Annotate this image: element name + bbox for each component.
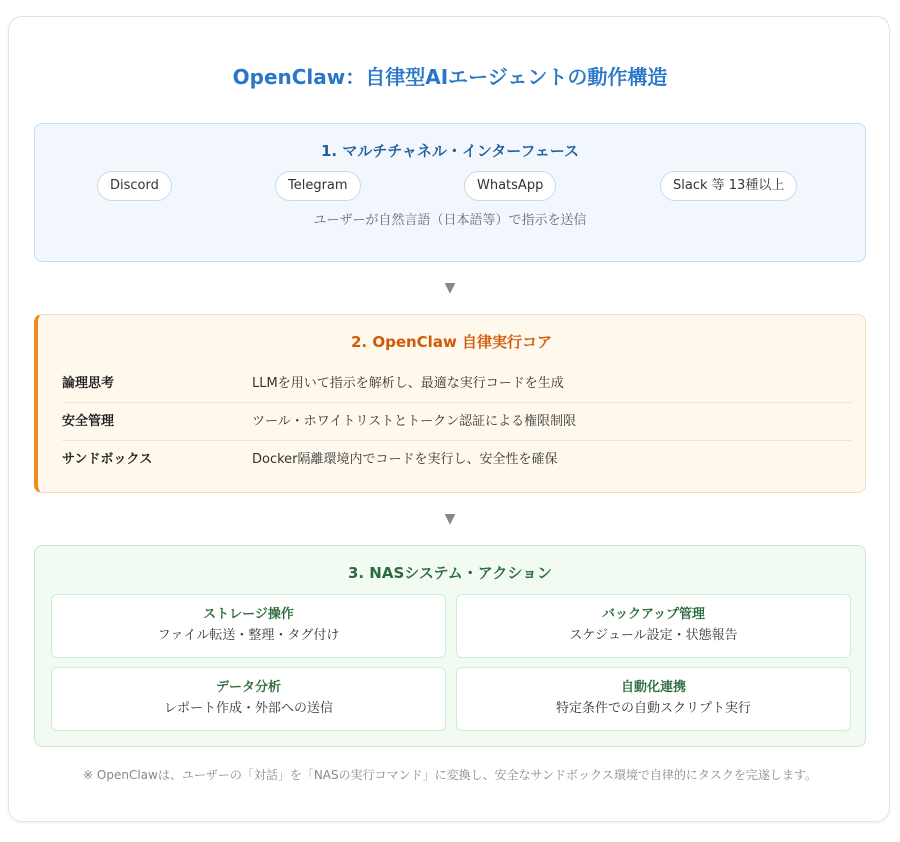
- action-card-automation: [456, 667, 851, 731]
- action-card-title: 自動化連携: [620, 680, 686, 695]
- interface-section-subtitle: ユーザーが自然言語（日本語等）で指示を送信: [313, 213, 587, 228]
- core-row-security: [62, 403, 852, 441]
- action-card-backup: [456, 594, 851, 658]
- footnote: ※ OpenClawは、ユーザーの「対話」を「NASの実行コマンド」に変換し、安全なサンドボックス環境で自律的にタスクを完遂します。: [83, 768, 817, 782]
- interface-section: [34, 123, 866, 262]
- channel-pill-discord: Discord: [97, 171, 172, 201]
- action-card-analysis: [51, 667, 446, 731]
- channel-pill-whatsapp: WhatsApp: [464, 171, 556, 201]
- core-row-value: Docker隔離環境内でコードを実行し、安全性を確保: [252, 452, 558, 467]
- core-row-label: 論理思考: [62, 376, 115, 391]
- core-row-label: 安全管理: [62, 414, 115, 429]
- action-card-title: ストレージ操作: [203, 607, 294, 622]
- action-section: [34, 545, 866, 747]
- core-section: [34, 314, 866, 493]
- core-row-logic: [62, 365, 852, 403]
- channel-pill-slack: Slack 等 13種以上: [660, 171, 797, 201]
- diagram-title: OpenClaw：自律型AIエージェントの動作構造: [232, 65, 668, 89]
- core-section-title: 2. OpenClaw 自律実行コア: [350, 333, 553, 351]
- action-section-title: 3. NASシステム・アクション: [347, 564, 553, 582]
- flow-arrow-1: ▼: [444, 280, 456, 296]
- action-card-title: バックアップ管理: [601, 607, 706, 622]
- flow-arrow-2: ▼: [444, 511, 456, 527]
- core-row-label: サンドボックス: [62, 452, 153, 467]
- action-card-desc: ファイル転送・整理・タグ付け: [157, 628, 340, 643]
- action-card-title: データ分析: [215, 680, 281, 695]
- interface-section-title: 1. マルチチャネル・インターフェース: [320, 142, 580, 160]
- core-row-value: LLMを用いて指示を解析し、最適な実行コードを生成: [252, 376, 564, 391]
- core-row-sandbox: [62, 441, 852, 478]
- action-card-storage: [51, 594, 446, 658]
- core-row-value: ツール・ホワイトリストとトークン認証による権限制限: [252, 414, 577, 429]
- action-card-desc: 特定条件での自動スクリプト実行: [555, 701, 751, 716]
- action-card-desc: スケジュール設定・状態報告: [569, 628, 738, 643]
- channel-pill-telegram: Telegram: [275, 171, 361, 201]
- action-card-desc: レポート作成・外部への送信: [163, 701, 333, 716]
